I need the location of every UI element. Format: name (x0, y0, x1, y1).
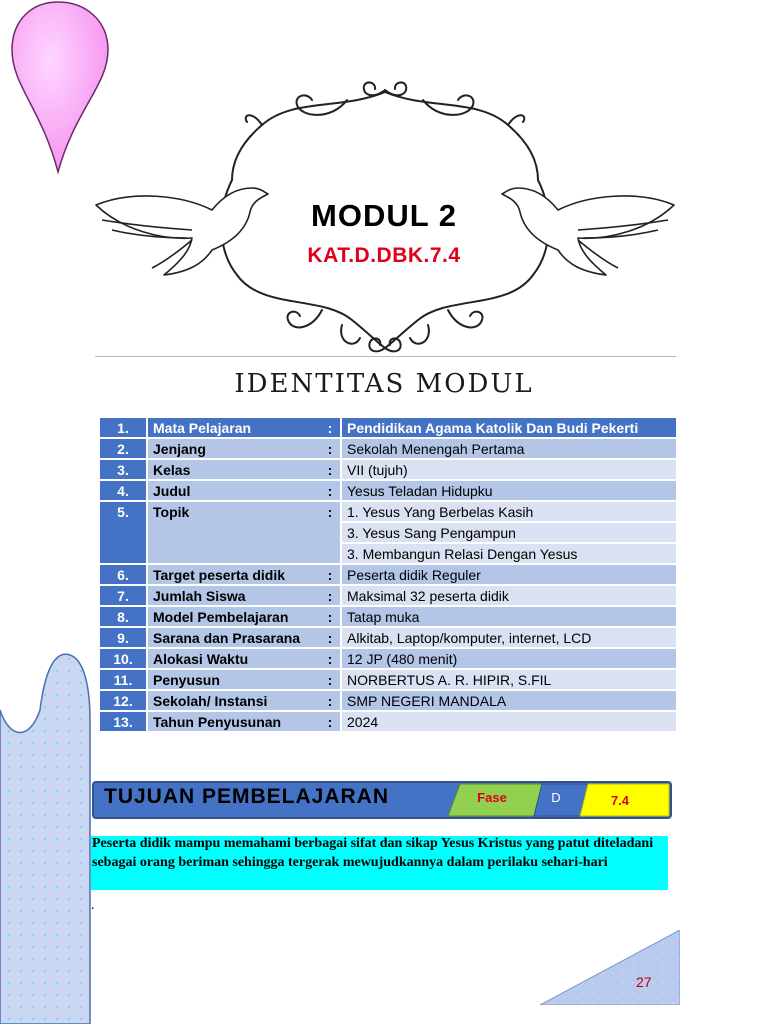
row-number: 5. (100, 502, 148, 565)
table-row (100, 565, 676, 586)
table-row (100, 607, 676, 628)
module-title: MODUL 2 (311, 198, 457, 233)
row-separator: : (320, 628, 342, 649)
row-value: 3. Membangun Relasi Dengan Yesus (342, 544, 676, 565)
row-value: SMP NEGERI MANDALA (342, 691, 676, 712)
tujuan-text: Peserta didik mampu memahami berbagai sifat dan sikap Yesus Kristus yang patut diteladani sebagai orang beriman sehingga tergerak mewujudkannya dalam perilaku sehari-hari (92, 836, 654, 870)
module-identity-table (100, 418, 676, 733)
row-label: Tahun Penyusunan (148, 712, 320, 733)
row-label: Alokasi Waktu (148, 649, 320, 670)
row-value: Tatap muka (342, 607, 676, 628)
fase-label: Fase (477, 790, 507, 805)
table-row (100, 460, 676, 481)
row-separator: : (320, 649, 342, 670)
row-value: Pendidikan Agama Katolik Dan Budi Pekerti (342, 418, 676, 439)
fase-value: D (551, 790, 561, 805)
row-number: 8. (100, 607, 148, 628)
row-separator: : (320, 565, 342, 586)
module-code: KAT.D.DBK.7.4 (307, 244, 461, 267)
row-number: 13. (100, 712, 148, 733)
table-row (100, 481, 676, 502)
table-row (100, 691, 676, 712)
table-row (100, 502, 676, 523)
left-sidebar-decoration (0, 650, 95, 1024)
row-label: Kelas (148, 460, 320, 481)
row-separator: : (320, 712, 342, 733)
row-label: Jumlah Siswa (148, 586, 320, 607)
table-row (100, 712, 676, 733)
row-number: 11. (100, 670, 148, 691)
row-label: Sarana dan Prasarana (148, 628, 320, 649)
row-value: 12 JP (480 menit) (342, 649, 676, 670)
row-value: 3. Yesus Sang Pengampun (342, 523, 676, 544)
row-value: Peserta didik Reguler (342, 565, 676, 586)
row-label: Jenjang (148, 439, 320, 460)
row-value: NORBERTUS A. R. HIPIR, S.FIL (342, 670, 676, 691)
table-row (100, 649, 676, 670)
row-label: Judul (148, 481, 320, 502)
row-number: 1. (100, 418, 148, 439)
row-value: VII (tujuh) (342, 460, 676, 481)
row-number: 3. (100, 460, 148, 481)
row-value: Maksimal 32 peserta didik (342, 586, 676, 607)
row-separator: : (320, 586, 342, 607)
row-label: Penyusun (148, 670, 320, 691)
page-number: 27 (636, 974, 652, 990)
row-separator: : (320, 481, 342, 502)
row-separator: : (320, 418, 342, 439)
row-label: Model Pembelajaran (148, 607, 320, 628)
row-number: 9. (100, 628, 148, 649)
row-label: Mata Pelajaran (148, 418, 320, 439)
row-number: 7. (100, 586, 148, 607)
row-value: 2024 (342, 712, 676, 733)
row-number: 4. (100, 481, 148, 502)
table-row (100, 418, 676, 439)
row-label: Topik (148, 502, 320, 565)
row-number: 2. (100, 439, 148, 460)
row-value: Yesus Teladan Hidupku (342, 481, 676, 502)
table-row (100, 670, 676, 691)
table-row (100, 439, 676, 460)
row-value: Alkitab, Laptop/komputer, internet, LCD (342, 628, 676, 649)
corner-triangle-decoration (540, 930, 680, 1005)
table-row (100, 628, 676, 649)
row-label: Target peserta didik (148, 565, 320, 586)
tujuan-pembelajaran-heading: TUJUAN PEMBELAJARAN (104, 785, 390, 808)
row-value: Sekolah Menengah Pertama (342, 439, 676, 460)
row-separator: : (320, 691, 342, 712)
fase-number: 7.4 (610, 793, 630, 808)
row-separator: : (320, 439, 342, 460)
row-separator: : (320, 460, 342, 481)
row-value: 1. Yesus Yang Berbelas Kasih (342, 502, 676, 523)
row-label: Sekolah/ Instansi (148, 691, 320, 712)
identitas-modul-heading: IDENTITAS MODUL (234, 369, 534, 399)
row-number: 6. (100, 565, 148, 586)
row-separator: : (320, 670, 342, 691)
row-separator: : (320, 607, 342, 628)
trailing-dot: . (91, 898, 95, 913)
divider-line (95, 356, 676, 357)
row-number: 12. (100, 691, 148, 712)
row-number: 10. (100, 649, 148, 670)
row-separator: : (320, 502, 342, 565)
table-row (100, 586, 676, 607)
